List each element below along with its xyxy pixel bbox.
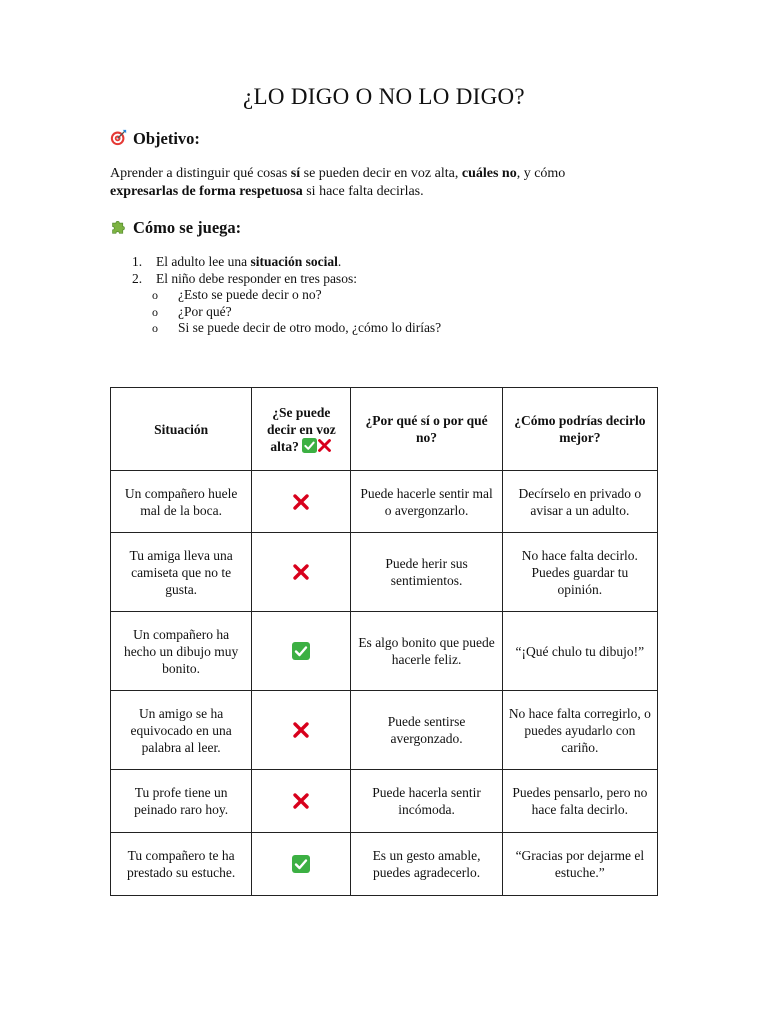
cell-better: No hace falta decirlo. Puedes guardar tu opinión. — [502, 533, 657, 612]
howto-heading-label: Cómo se juega: — [133, 218, 242, 237]
table-row — [111, 471, 658, 533]
table-header-row — [111, 388, 658, 471]
table-row — [111, 533, 658, 612]
check-mark-icon — [292, 642, 310, 660]
cell-situation: Un compañero ha hecho un dibujo muy bonito. — [111, 612, 252, 691]
howto-heading — [110, 218, 241, 238]
sub-list-item: o Si se puede decir de otro modo, ¿cómo lo dirías? — [152, 320, 442, 335]
cell-better: Decírselo en privado o avisar a un adulto. — [502, 471, 657, 533]
cell-answer — [252, 612, 351, 691]
objective-text: Aprender a distinguir qué cosas sí se pueden decir en voz alta, cuáles no, y cómo expresarlas de forma respetuosa si hace falta decirlas. — [110, 166, 566, 199]
header-why: ¿Por qué sí o por qué no? — [351, 388, 502, 471]
cross-mark-icon — [292, 563, 310, 581]
table-row — [111, 691, 658, 770]
header-better: ¿Cómo podrías decirlo mejor? — [502, 388, 657, 471]
cell-better: No hace falta corregirlo, o puedes ayudarlo con cariño. — [502, 691, 657, 770]
check-mark-icon — [302, 438, 317, 453]
cell-why: Es algo bonito que puede hacerle feliz. — [351, 612, 502, 691]
cell-situation: Tu profe tiene un peinado raro hoy. — [111, 770, 252, 833]
steps-list — [132, 254, 441, 337]
cell-situation: Tu amiga lleva una camiseta que no te gusta. — [111, 533, 252, 612]
cross-mark-icon — [292, 721, 310, 739]
target-icon — [110, 129, 127, 146]
cell-answer — [252, 770, 351, 833]
page-title: ¿LO DIGO O NO LO DIGO? — [243, 84, 525, 109]
sub-list-item: o ¿Por qué? — [152, 303, 232, 319]
cell-better: Puedes pensarlo, pero no hace falta decirlo. — [502, 770, 657, 833]
cell-why: Es un gesto amable, puedes agradecerlo. — [351, 833, 502, 896]
cell-answer — [252, 471, 351, 533]
header-situation: Situación — [111, 388, 252, 471]
puzzle-icon — [110, 218, 127, 235]
cell-why: Puede sentirse avergonzado. — [351, 691, 502, 770]
cell-why: Puede hacerla sentir incómoda. — [351, 770, 502, 833]
objective-heading — [110, 129, 200, 149]
sub-list-item: o ¿Esto se puede decir o no? — [152, 287, 322, 302]
cross-mark-icon — [317, 438, 332, 453]
cell-why: Puede hacerle sentir mal o avergonzarlo. — [351, 471, 502, 533]
cell-situation: Tu compañero te ha prestado su estuche. — [111, 833, 252, 896]
objective-heading-label: Objetivo: — [133, 129, 200, 148]
table-row — [111, 612, 658, 691]
cell-answer — [252, 833, 351, 896]
list-item: 2. El niño debe responder en tres pasos: — [132, 270, 357, 286]
list-item: 1. El adulto lee una situación social. — [132, 254, 342, 269]
check-mark-icon — [292, 855, 310, 873]
table-row — [111, 833, 658, 896]
cell-situation: Un amigo se ha equivocado en una palabra al leer. — [111, 691, 252, 770]
cell-answer — [252, 691, 351, 770]
cell-why: Puede herir sus sentimientos. — [351, 533, 502, 612]
cross-mark-icon — [292, 792, 310, 810]
cell-better: “¡Qué chulo tu dibujo!” — [502, 612, 657, 691]
table-row — [111, 770, 658, 833]
cell-situation: Un compañero huele mal de la boca. — [111, 471, 252, 533]
cell-answer — [252, 533, 351, 612]
situations-table — [110, 387, 658, 896]
cross-mark-icon — [292, 493, 310, 511]
header-can-say: ¿Se puede decir en voz alta? — [252, 388, 351, 471]
cell-better: “Gracias por dejarme el estuche.” — [502, 833, 657, 896]
